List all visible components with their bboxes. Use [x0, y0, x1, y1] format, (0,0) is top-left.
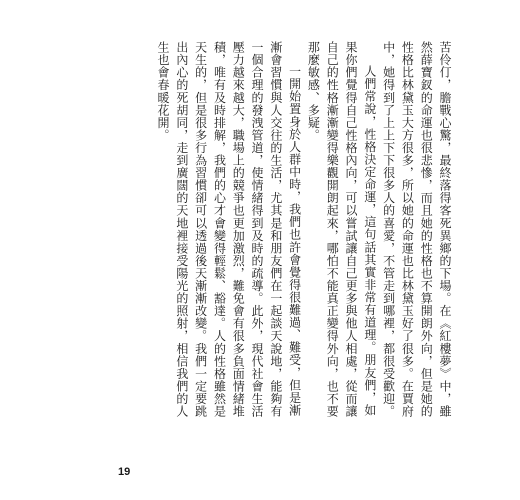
paragraph-continued: 苦伶仃，膽戰心驚，最終落得客死異鄉的下場。在《紅樓夢》中，雖然薛寶釵的命運也很悲慘，而且她的性格也不算開朗外向，但是她的性格比林黛玉大方很多，所以她的命運也比林黛玉好了很多。在賈府中，她得到了上上下下很多人的喜愛，不管走到哪裡，都很受歡迎。	[381, 41, 452, 418]
body-text	[88, 41, 454, 425]
paragraph: 人們常說，性格決定命運，這句話其實非常有道理。朋友們，如果你們覺得自己性格內向，可以嘗試讓自己更多與他人相處，從而讓自己的性格漸漸變得樂觀開朗起來，哪怕不能真正變得外向，也不要那麼敏感、多疑。	[306, 41, 377, 418]
page-number: 19	[118, 466, 131, 478]
paragraph: 一開始置身於人群中時，我們也許會覺得很難過、難受，但是漸漸會習慣與人交往的生活，尤其是和朋友們在一起談天說地，能夠有一個合理的發洩管道，使情緒得到及時的疏導。此外，現代社會生活壓力越來越大，職場上的競爭也更加激烈，難免會有很多負面情緒堆積，唯有及時排解，我們的心才會變得輕鬆、豁達。人的性格雖然是天生的，但是很多行為習慣卻可以透過後天漸漸改變。我們一定要跳出內心的死胡同，走到廣闊的天地裡接受陽光的照射，相信我們的人生也會春暖花開。	[156, 41, 302, 418]
